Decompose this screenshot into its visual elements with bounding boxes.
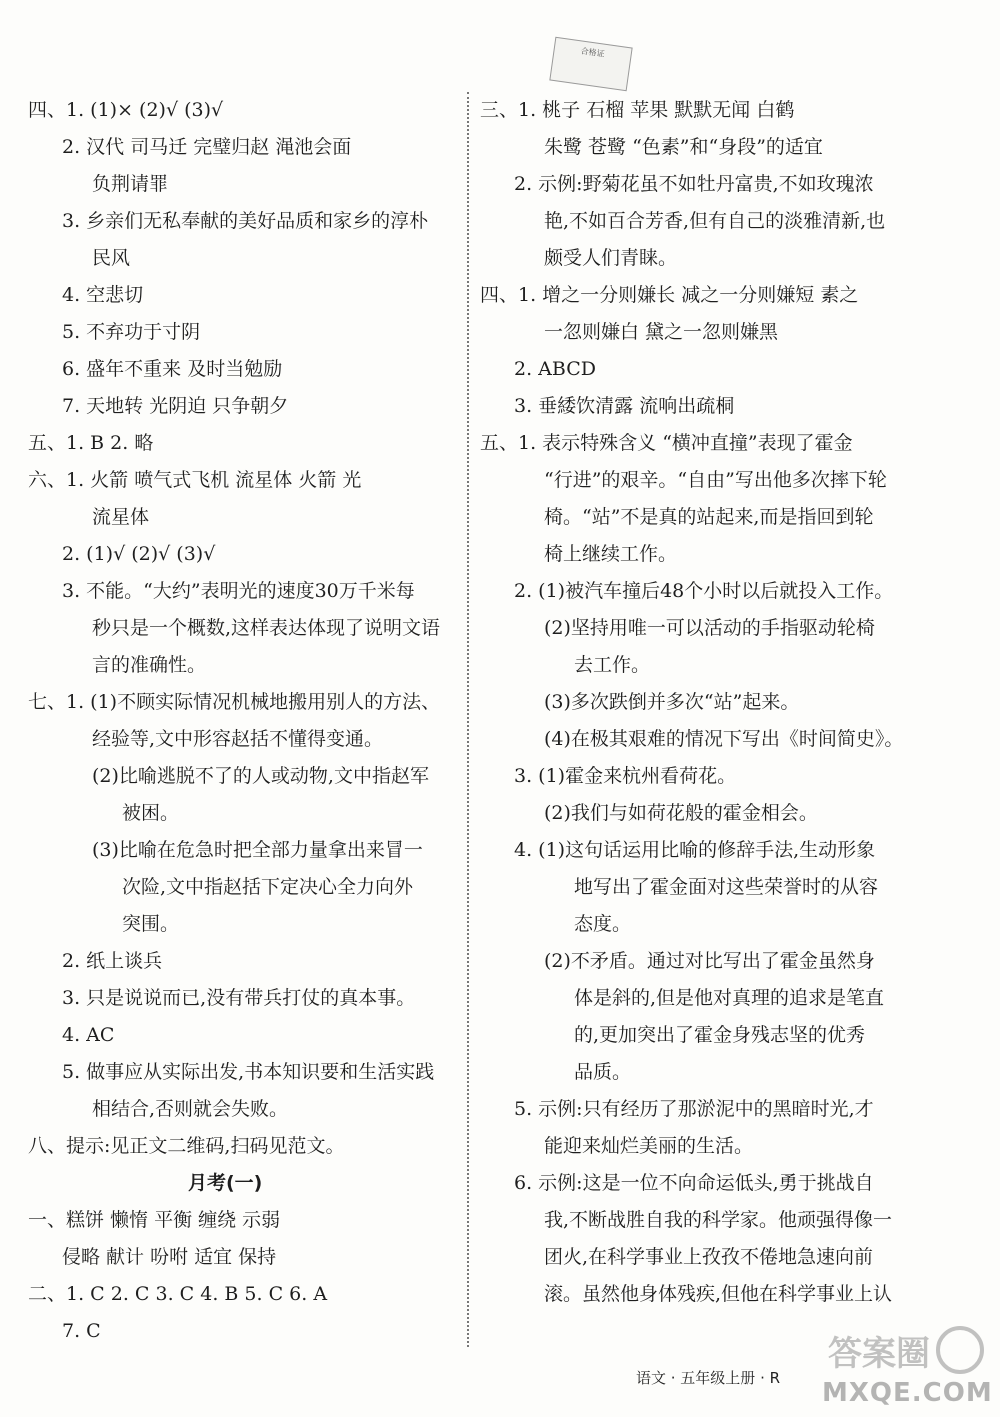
answer-line: 2. 纸上谈兵 xyxy=(62,950,163,972)
answer-line: 2. (1)被汽车撞后48个小时以后就投入工作。 xyxy=(514,580,894,602)
stamp-text: 合格证 xyxy=(580,46,606,59)
answer-line: 体是斜的,但是他对真理的追求是笔直 xyxy=(574,987,885,1009)
answer-line: 3. 只是说说而已,没有带兵打仗的真本事。 xyxy=(62,987,416,1009)
answer-line: 言的准确性。 xyxy=(92,654,207,676)
answer-line: (4)在极其艰难的情况下写出《时间简史》。 xyxy=(544,728,904,750)
answer-line: 4. 空悲切 xyxy=(62,284,144,306)
answer-line: (2)不矛盾。通过对比写出了霍金虽然身 xyxy=(544,950,875,972)
answer-line: 八、提示:见正文二维码,扫码见范文。 xyxy=(28,1135,345,1157)
answer-line: 负荆请罪 xyxy=(92,173,169,195)
answer-line: 4. AC xyxy=(62,1024,115,1046)
answer-line: 被困。 xyxy=(122,802,180,824)
answer-line: 4. (1)这句话运用比喻的修辞手法,生动形象 xyxy=(514,839,876,861)
answer-line: 椅上继续工作。 xyxy=(544,543,678,565)
answer-line: 四、1. 增之一分则嫌长 减之一分则嫌短 素之 xyxy=(480,284,859,306)
answer-line: 7. 天地转 光阴迫 只争朝夕 xyxy=(62,395,289,417)
answer-line: 5. 示例:只有经历了那淤泥中的黑暗时光,才 xyxy=(514,1098,874,1120)
answer-line: 流星体 xyxy=(92,506,150,528)
watermark-top-text: 答案圈 xyxy=(828,1334,930,1374)
answer-line: (3)比喻在危急时把全部力量拿出来冒一 xyxy=(92,839,423,861)
answer-line: 滚。虽然他身体残疾,但他在科学事业上认 xyxy=(544,1283,893,1305)
answer-line: 颇受人们青睐。 xyxy=(544,247,678,269)
answer-line: 品质。 xyxy=(574,1061,632,1083)
answer-line: 地写出了霍金面对这些荣誉时的从容 xyxy=(574,876,879,898)
answer-line: 七、1. (1)不顾实际情况机械地搬用别人的方法、 xyxy=(28,691,441,713)
answer-line: 一忽则嫌白 黛之一忽则嫌黑 xyxy=(544,321,779,343)
answer-line: 朱鹭 苍鹭 “色素”和“身段”的适宜 xyxy=(544,136,823,158)
answer-line: 我,不断战胜自我的科学家。他顽强得像一 xyxy=(544,1209,893,1231)
answer-line: 2. 示例:野菊花虽不如牡丹富贵,不如玫瑰浓 xyxy=(514,173,874,195)
answer-line: 去工作。 xyxy=(574,654,651,676)
answer-line: 团火,在科学事业上孜孜不倦地急速向前 xyxy=(544,1246,874,1268)
answer-line: 四、1. (1)× (2)√ (3)√ xyxy=(28,99,224,121)
stamp-image xyxy=(549,37,632,91)
answer-line: 次险,文中指赵括下定决心全力向外 xyxy=(122,876,414,898)
answer-line: 2. ABCD xyxy=(514,358,596,380)
answer-line: 二、1. C 2. C 3. C 4. B 5. C 6. A xyxy=(28,1283,328,1305)
answer-line: 一、糕饼 懒惰 平衡 缠绕 示弱 xyxy=(28,1209,281,1231)
answer-line: 民风 xyxy=(92,247,131,269)
answer-line: 三、1. 桃子 石榴 苹果 默默无闻 白鹤 xyxy=(480,99,795,121)
answer-line: 2. (1)√ (2)√ (3)√ xyxy=(62,543,216,565)
answer-line: 艳,不如百合芳香,但有自己的淡雅清新,也 xyxy=(544,210,886,232)
answer-line: (3)多次跌倒并多次“站”起来。 xyxy=(544,691,800,713)
answer-line: 3. (1)霍金来杭州看荷花。 xyxy=(514,765,737,787)
answer-line: 的,更加突出了霍金身残志坚的优秀 xyxy=(574,1024,866,1046)
section-heading-monthly-test: 月考(一) xyxy=(188,1172,263,1194)
answer-line: 态度。 xyxy=(574,913,632,935)
answer-line: “行进”的艰辛。“自由”写出他多次摔下轮 xyxy=(544,469,887,491)
watermark-text: MXQE.COM xyxy=(822,1378,993,1408)
answer-line: 突围。 xyxy=(122,913,180,935)
answer-line: 5. 做事应从实际出发,书本知识要和生活实践 xyxy=(62,1061,435,1083)
answer-line: 3. 垂緌饮清露 流响出疏桐 xyxy=(514,395,735,417)
answer-line: 3. 乡亲们无私奉献的美好品质和家乡的淳朴 xyxy=(62,210,429,232)
answer-line: (2)坚持用唯一可以活动的手指驱动轮椅 xyxy=(544,617,875,639)
answer-line: 6. 示例:这是一位不向命运低头,勇于挑战自 xyxy=(514,1172,874,1194)
answer-line: (2)比喻逃脱不了的人或动物,文中指赵军 xyxy=(92,765,429,787)
answer-line: 3. 不能。“大约”表明光的速度30万千米每 xyxy=(62,580,415,602)
answer-line: 7. C xyxy=(62,1320,101,1342)
answer-line: 五、1. B 2. 略 xyxy=(28,432,154,454)
answer-line: 侵略 献计 吩咐 适宜 保持 xyxy=(62,1246,277,1268)
column-divider xyxy=(467,92,469,1347)
answer-line: 秒只是一个概数,这样表达体现了说明文语 xyxy=(92,617,441,639)
answer-line: 6. 盛年不重来 及时当勉励 xyxy=(62,358,283,380)
answer-line: (2)我们与如荷花般的霍金相会。 xyxy=(544,802,818,824)
answer-line: 相结合,否则就会失败。 xyxy=(92,1098,289,1120)
page-footer: 语文 · 五年级上册 · R xyxy=(636,1369,781,1387)
answer-line: 经验等,文中形容赵括不懂得变通。 xyxy=(92,728,384,750)
answer-line: 能迎来灿烂美丽的生活。 xyxy=(544,1135,754,1157)
answer-line: 5. 不弃功于寸阴 xyxy=(62,321,201,343)
answer-line: 椅。“站”不是真的站起来,而是指回到轮 xyxy=(544,506,874,528)
answer-line: 2. 汉代 司马迁 完璧归赵 渑池会面 xyxy=(62,136,352,158)
answer-line: 五、1. 表示特殊含义 “横冲直撞”表现了霍金 xyxy=(480,432,853,454)
answer-line: 六、1. 火箭 喷气式飞机 流星体 火箭 光 xyxy=(28,469,362,491)
